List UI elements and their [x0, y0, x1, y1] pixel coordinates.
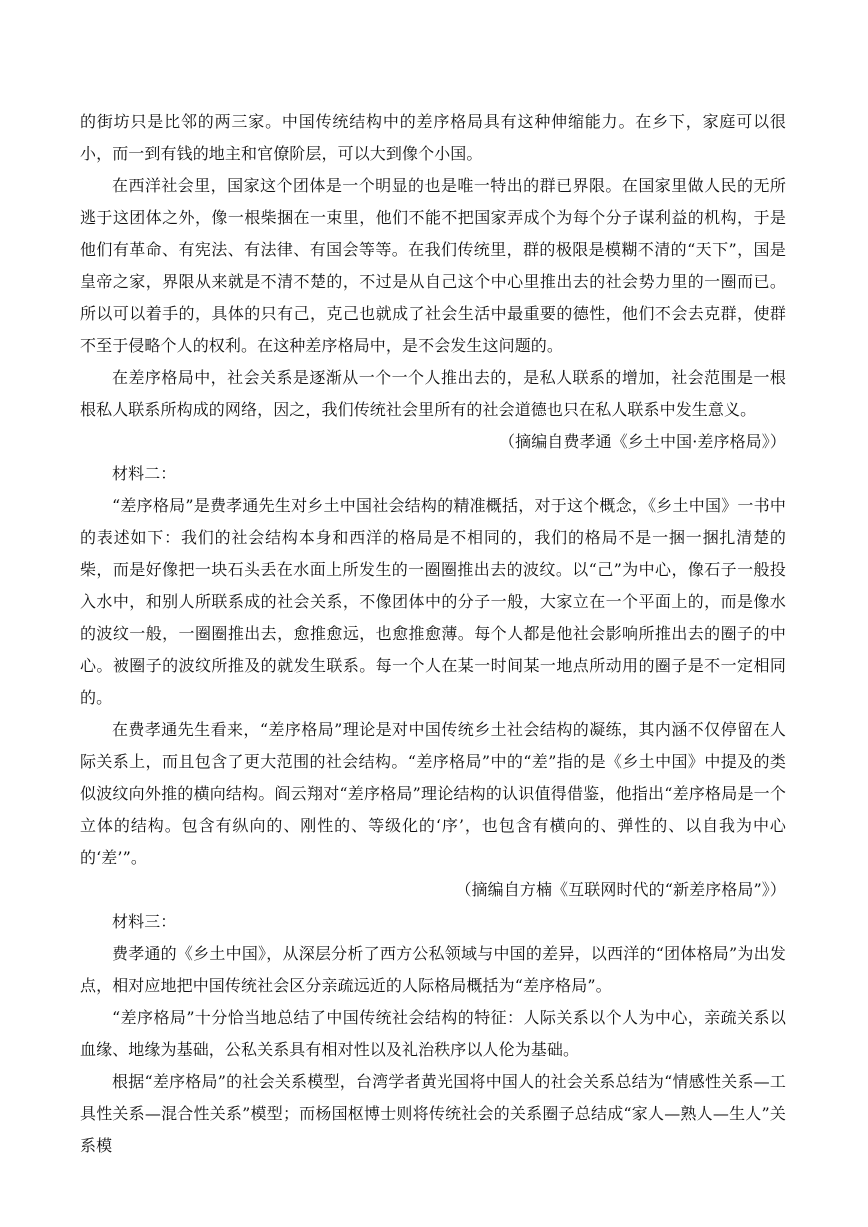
paragraph-continuation: 的街坊只是比邻的两三家。中国传统结构中的差序格局具有这种伸缩能力。在乡下，家庭可以很小，而一到有钱的地主和官僚阶层，可以大到像个小国。 — [80, 112, 786, 163]
source-citation-2: （摘编自方楠《互联网时代的“新差序格局”》） — [455, 880, 786, 899]
material-two-heading: 材料二： — [112, 464, 177, 483]
paragraph-chaxu-definition: “差序格局”是费孝通先生对乡土中国社会结构的精准概括，对于这个概念，《乡土中国》一书中的表述如下：我们的社会结构本身和西洋的格局是不相同的，我们的格局不是一捆一捆扎清楚的柴，而是好像把一块石头丢在水面上所发生的一圈圈推出去的波纹。以“己”为中心，像石子一般投入水中，和别人所联系成的社会关系，不像团体中的分子一般，大家立在一个平面上的，而是像水的波纹一般，一圈圈推出去，愈推愈远，也愈推愈薄。每个人都是他社会影响所推出去的圈子的中心。被圈子的波纹所推及的就发生联系。每一个人在某一时间某一地点所动用的圈子是不一定相同的。 — [80, 496, 786, 707]
document-body — [80, 106, 786, 1162]
paragraph-western-society: 在西洋社会里，国家这个团体是一个明显的也是唯一特出的群已界限。在国家里做人民的无所逃于这团体之外，像一根柴捆在一束里，他们不能不把国家弄成个为每个分子谋利益的机构，于是他们有革命、有宪法、有法律、有国会等等。在我们传统里，群的极限是模糊不清的“天下”，国是皇帝之家，界限从来就是不清不楚的，不过是从自己这个中心里推出去的社会势力里的一圈而已。所以可以着手的，具体的只有己，克己也就成了社会生活中最重要的德性，他们不会去克群，使群不至于侵略个人的权利。在这种差序格局中，是不会发生这问题的。 — [80, 176, 786, 355]
material-three-heading: 材料三： — [112, 912, 177, 931]
source-citation-1: （摘编自费孝通《乡土中国·差序格局》） — [499, 432, 786, 451]
paragraph-social-relations: 在差序格局中，社会关系是逐渐从一个一个人推出去的，是私人联系的增加，社会范围是一根根私人联系所构成的网络，因之，我们传统社会里所有的社会道德也只在私人联系中发生意义。 — [80, 368, 786, 419]
paragraph-characteristics: “差序格局”十分恰当地总结了中国传统社会结构的特征：人际关系以个人为中心，亲疏关系以血缘、地缘为基础，公私关系具有相对性以及礼治秩序以人伦为基础。 — [80, 1008, 786, 1059]
paragraph-public-private: 费孝通的《乡土中国》，从深层分析了西方公私领域与中国的差异，以西洋的“团体格局”为出发点，相对应地把中国传统社会区分亲疏远近的人际格局概括为“差序格局”。 — [80, 944, 786, 995]
paragraph-models: 根据“差序格局”的社会关系模型，台湾学者黄光国将中国人的社会关系总结为“情感性关系—工具性关系—混合性关系”模型；而杨国枢博士则将传统社会的关系圈子总结成“家人—熟人—生人”关系模 — [80, 1072, 786, 1155]
paragraph-fei-view: 在费孝通先生看来，“差序格局”理论是对中国传统乡土社会结构的凝练，其内涵不仅停留在人际关系上，而且包含了更大范围的社会结构。“差序格局”中的“差”指的是《乡土中国》中提及的类似波纹向外推的横向结构。阎云翔对“差序格局”理论结构的认识值得借鉴，他指出“差序格局是一个立体的结构。包含有纵向的、刚性的、等级化的‘序’，也包含有横向的、弹性的、以自我为中心的‘差’”。 — [80, 720, 786, 867]
